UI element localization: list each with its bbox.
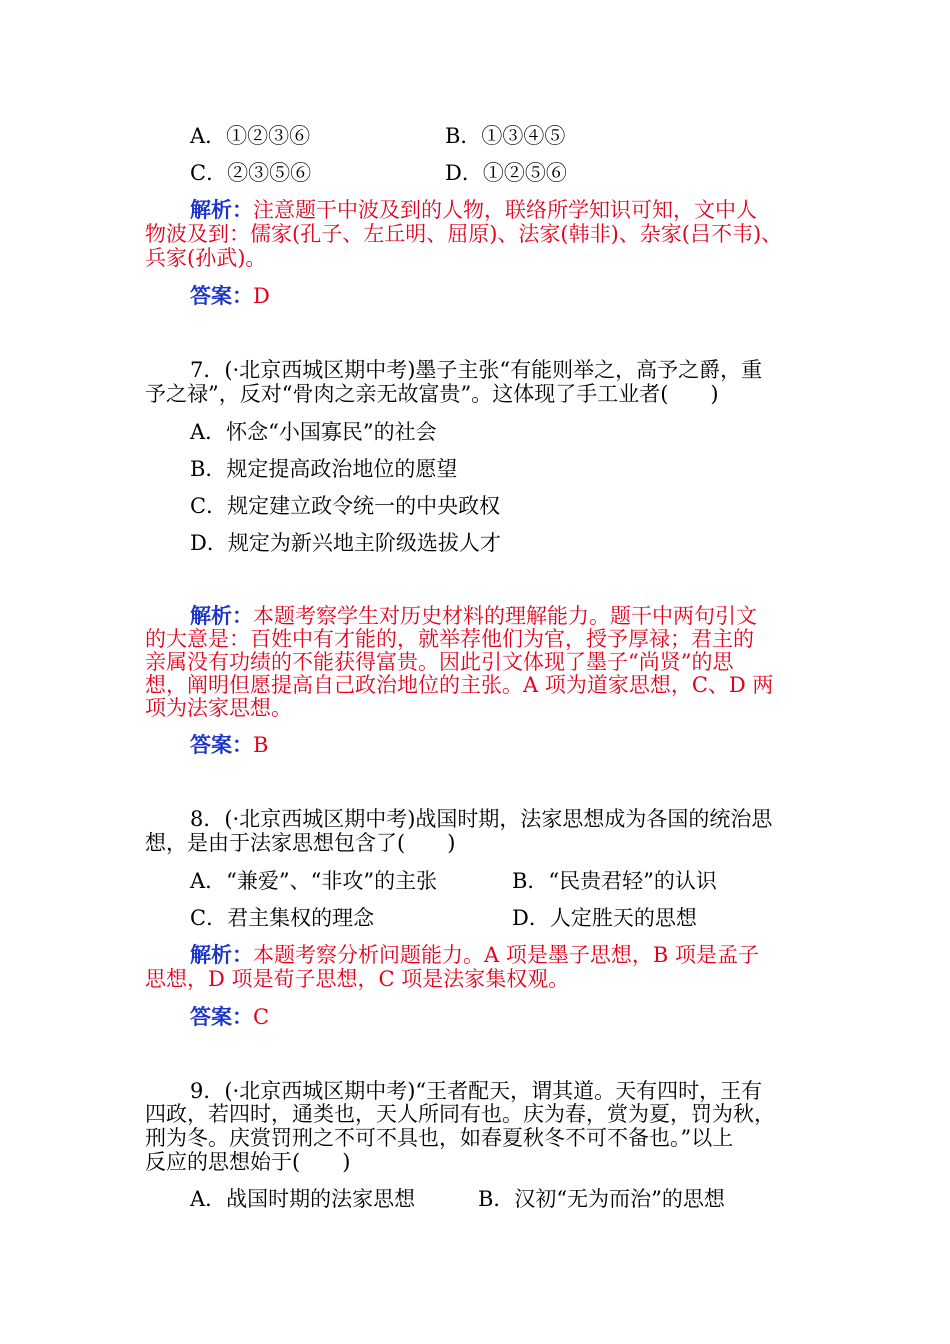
answer-value: B xyxy=(253,733,269,757)
q9-option-a: A．战国时期的法家思想 xyxy=(190,1187,416,1211)
q7-analysis-line-1: 解析：本题考察学生对历史材料的理解能力。题干中两句引文 xyxy=(190,603,757,628)
q6-option-b: B．①③④⑤ xyxy=(445,124,566,148)
q6-answer xyxy=(190,284,270,308)
q8-answer xyxy=(190,1005,269,1029)
q8-option-a: A．“兼爱”、“非攻”的主张 xyxy=(190,869,438,893)
q7-stem-line-2: 予之禄”，反对“骨肉之亲无故富贵”。这体现了手工业者( ) xyxy=(145,382,719,406)
q7-analysis-line-4: 想，阐明但愿提高自己政治地位的主张。A 项为道家思想，C、D 两 xyxy=(145,673,774,697)
q7-analysis-line-5: 项为法家思想。 xyxy=(145,696,292,720)
q9-option-b: B．汉初“无为而治”的思想 xyxy=(478,1187,725,1211)
q6-analysis-line-2: 物波及到：儒家(孔子、左丘明、屈原)、法家(韩非)、杂家(吕不韦)、 xyxy=(145,222,783,246)
q7-stem-line-1: 7．(·北京西城区期中考)墨子主张“有能则举之，高予之爵，重 xyxy=(190,358,763,382)
answer-label: 答案： xyxy=(190,283,253,308)
q6-analysis-line-3: 兵家(孙武)。 xyxy=(145,246,267,270)
answer-label: 答案： xyxy=(190,732,253,757)
q8-analysis-line-1: 解析：本题考察分析问题能力。A 项是墨子思想，B 项是孟子 xyxy=(190,942,759,967)
q7-option-a: A．怀念“小国寡民”的社会 xyxy=(190,420,437,444)
q7-analysis-line-3: 亲属没有功绩的不能获得富贵。因此引文体现了墨子“尚贤”的思 xyxy=(145,650,734,674)
analysis-label: 解析： xyxy=(190,603,253,628)
analysis-label: 解析： xyxy=(190,197,253,222)
analysis-label: 解析： xyxy=(190,942,253,967)
q9-stem-line-4: 反应的思想始于( ) xyxy=(145,1150,351,1174)
q8-stem-line-2: 想，是由于法家思想包含了( ) xyxy=(145,831,456,855)
q9-stem-line-1: 9．(·北京西城区期中考)“王者配天，谓其道。天有四时，王有 xyxy=(190,1079,763,1103)
q8-analysis-line-2: 思想，D 项是荀子思想，C 项是法家集权观。 xyxy=(145,967,570,991)
q7-option-d: D．规定为新兴地主阶级选拔人才 xyxy=(190,531,501,555)
q6-option-c: C．②③⑤⑥ xyxy=(190,161,312,185)
answer-value: D xyxy=(253,284,270,308)
q8-option-b: B．“民贵君轻”的认识 xyxy=(512,869,717,893)
q6-analysis-line-1: 解析：注意题干中波及到的人物，联络所学知识可知，文中人 xyxy=(190,197,757,222)
q6-option-d: D．①②⑤⑥ xyxy=(445,161,567,185)
q8-option-d: D．人定胜天的思想 xyxy=(512,906,697,930)
q6-option-a: A．①②③⑥ xyxy=(190,124,311,148)
q9-stem-line-2: 四政，若四时，通类也，天人所同有也。庆为春，赏为夏，罚为秋， xyxy=(145,1102,775,1126)
q9-stem-line-3: 刑为冬。庆赏罚刑之不可不具也，如春夏秋冬不可不备也。”以上 xyxy=(145,1126,734,1150)
q8-stem-line-1: 8．(·北京西城区期中考)战国时期，法家思想成为各国的统治思 xyxy=(190,807,773,831)
answer-label: 答案： xyxy=(190,1004,253,1029)
q8-option-c: C．君主集权的理念 xyxy=(190,906,375,930)
q7-option-c: C．规定建立政令统一的中央政权 xyxy=(190,494,501,518)
q7-option-b: B．规定提高政治地位的愿望 xyxy=(190,457,458,481)
q7-answer xyxy=(190,733,268,757)
q7-analysis-line-2: 的大意是：百姓中有才能的，就举荐他们为官，授予厚禄；君主的 xyxy=(145,627,754,651)
answer-value: C xyxy=(253,1005,270,1029)
